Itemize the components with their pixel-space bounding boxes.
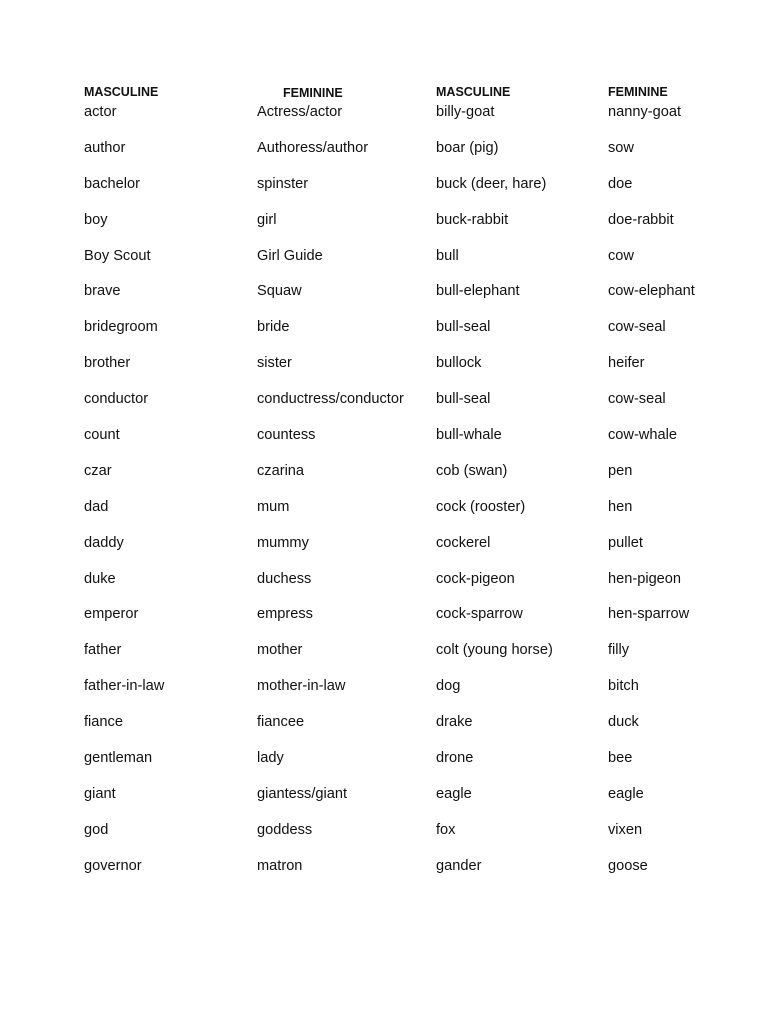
word-cell: sow bbox=[608, 139, 634, 156]
word-cell: cockerel bbox=[436, 534, 491, 551]
column-masculine-animals bbox=[436, 84, 606, 892]
word-cell: father bbox=[84, 642, 122, 659]
word-cell: spinster bbox=[257, 175, 309, 192]
word-cell: countess bbox=[257, 427, 316, 444]
word-cell: Actress/actor bbox=[257, 104, 343, 120]
word-cell: fiancee bbox=[257, 714, 305, 731]
word-cell: duck bbox=[608, 714, 639, 731]
word-cell: bull-elephant bbox=[436, 283, 520, 300]
word-cell: brother bbox=[84, 355, 131, 372]
word-cell: author bbox=[84, 139, 126, 156]
word-cell: bull-whale bbox=[436, 427, 502, 444]
column-feminine-people bbox=[257, 84, 433, 892]
word-cell: father-in-law bbox=[84, 678, 165, 695]
column-masculine-people bbox=[84, 84, 254, 892]
word-cell: matron bbox=[257, 857, 303, 874]
word-cell: nanny-goat bbox=[608, 104, 682, 120]
word-cell: pullet bbox=[608, 534, 643, 551]
word-cell: cow bbox=[608, 247, 634, 264]
word-cell: bride bbox=[257, 319, 290, 336]
word-cell: empress bbox=[257, 606, 313, 623]
word-cell: Authoress/author bbox=[257, 139, 369, 156]
word-cell: cow-whale bbox=[608, 427, 677, 444]
word-cell: hen-pigeon bbox=[608, 570, 682, 587]
word-cell: bull bbox=[436, 247, 459, 264]
word-cell: bull-seal bbox=[436, 319, 491, 336]
word-cell: boar (pig) bbox=[436, 139, 499, 156]
word-cell: governor bbox=[84, 857, 142, 874]
word-cell: hen-sparrow bbox=[608, 606, 690, 623]
word-cell: brave bbox=[84, 283, 121, 300]
word-cell: giant bbox=[84, 785, 116, 802]
word-cell: mother-in-law bbox=[257, 678, 346, 695]
word-cell: count bbox=[84, 427, 120, 444]
word-cell: bullock bbox=[436, 355, 482, 372]
column-feminine-animals bbox=[608, 84, 758, 892]
word-cell: heifer bbox=[608, 355, 645, 372]
word-cell: bridegroom bbox=[84, 319, 158, 336]
column-header: FEMININE bbox=[608, 85, 668, 99]
word-cell: pen bbox=[608, 462, 633, 479]
word-cell: duke bbox=[84, 570, 116, 587]
word-cell: drone bbox=[436, 750, 474, 767]
word-cell: emperor bbox=[84, 606, 139, 623]
word-cell: goose bbox=[608, 857, 648, 874]
word-cell: buck (deer, hare) bbox=[436, 175, 547, 192]
word-cell: filly bbox=[608, 642, 630, 659]
column-header: MASCULINE bbox=[436, 85, 511, 99]
word-cell: conductor bbox=[84, 391, 149, 408]
word-cell: dad bbox=[84, 498, 109, 515]
word-cell: Boy Scout bbox=[84, 247, 151, 264]
word-cell: cow-elephant bbox=[608, 283, 695, 300]
word-cell: cock-pigeon bbox=[436, 570, 515, 587]
word-cell: lady bbox=[257, 750, 284, 767]
word-cell: bitch bbox=[608, 678, 639, 695]
word-cell: girl bbox=[257, 211, 277, 228]
word-cell: eagle bbox=[436, 785, 472, 802]
word-cell: cow-seal bbox=[608, 319, 666, 336]
word-cell: bachelor bbox=[84, 175, 140, 192]
word-cell: giantess/giant bbox=[257, 785, 348, 802]
word-cell: vixen bbox=[608, 821, 643, 838]
word-cell: actor bbox=[84, 104, 117, 120]
word-cell: cob (swan) bbox=[436, 462, 508, 479]
word-cell: cock-sparrow bbox=[436, 606, 523, 623]
word-cell: hen bbox=[608, 498, 633, 515]
word-cell: czarina bbox=[257, 462, 305, 479]
word-cell: cow-seal bbox=[608, 391, 666, 408]
word-cell: fox bbox=[436, 821, 456, 838]
word-cell: conductress/conductor bbox=[257, 391, 404, 408]
word-cell: colt (young horse) bbox=[436, 642, 553, 659]
word-cell: mother bbox=[257, 642, 303, 659]
word-cell: gentleman bbox=[84, 750, 153, 767]
word-cell: buck-rabbit bbox=[436, 211, 509, 228]
column-header: MASCULINE bbox=[84, 85, 159, 99]
word-cell: mummy bbox=[257, 534, 309, 551]
word-cell: mum bbox=[257, 498, 290, 515]
word-cell: cock (rooster) bbox=[436, 498, 526, 515]
word-cell: duchess bbox=[257, 570, 312, 587]
word-cell: czar bbox=[84, 462, 112, 479]
word-cell: dog bbox=[436, 678, 461, 695]
word-cell: Squaw bbox=[257, 283, 302, 300]
word-cell: daddy bbox=[84, 534, 124, 551]
word-cell: bull-seal bbox=[436, 391, 491, 408]
word-cell: god bbox=[84, 821, 109, 838]
word-cell: bee bbox=[608, 750, 633, 767]
word-cell: doe bbox=[608, 175, 633, 192]
word-cell: drake bbox=[436, 714, 473, 731]
word-cell: sister bbox=[257, 355, 292, 372]
column-header: FEMININE bbox=[283, 86, 343, 100]
word-cell: boy bbox=[84, 211, 108, 228]
word-cell: eagle bbox=[608, 785, 644, 802]
word-cell: gander bbox=[436, 857, 482, 874]
word-cell: Girl Guide bbox=[257, 247, 323, 264]
word-cell: doe-rabbit bbox=[608, 211, 674, 228]
word-cell: billy-goat bbox=[436, 104, 495, 120]
word-cell: goddess bbox=[257, 821, 313, 838]
word-cell: fiance bbox=[84, 714, 123, 731]
